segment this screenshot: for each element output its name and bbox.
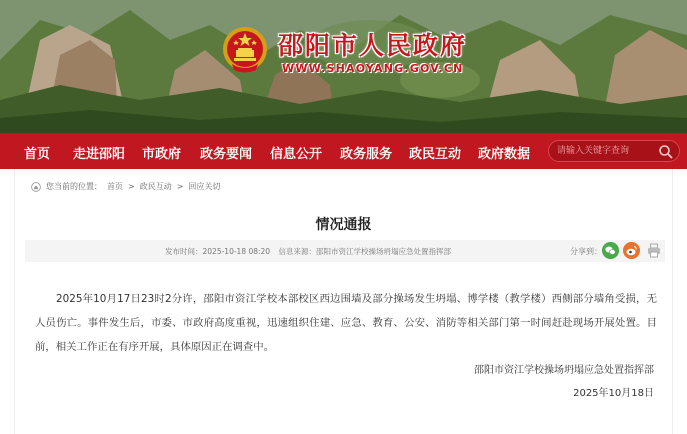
search-input[interactable] — [557, 143, 657, 159]
nav-item-government-services[interactable]: 政务服务 — [340, 147, 393, 162]
breadcrumb-item-responses[interactable]: 回应关切 — [188, 182, 221, 191]
wechat-icon[interactable] — [602, 242, 619, 259]
article-signature — [474, 359, 654, 405]
site-banner — [0, 0, 687, 133]
publish-time: 发布时间：2025-10-18 08:20 — [165, 247, 271, 256]
breadcrumb — [31, 181, 220, 192]
weibo-icon[interactable] — [623, 242, 640, 259]
print-icon[interactable] — [647, 243, 661, 258]
content-panel — [14, 169, 673, 434]
signature-date: 2025年10月18日 — [573, 388, 654, 399]
site-url[interactable]: WWW.SHAOYANG.GOV.CN — [282, 62, 464, 75]
nav-item-city-government[interactable]: 市政府 — [142, 147, 182, 162]
info-source: 信息来源：邵阳市资江学校操场坍塌应急处置指挥部 — [278, 247, 451, 256]
breadcrumb-item-public-interaction[interactable]: 政民互动 — [139, 182, 172, 191]
article-body: 2025年10月17日23时2分许，邵阳市资江学校本部校区西边围墙及部分操场发生坍塌、博学楼（教学楼）西侧部分墙角受损，无人员伤亡。事件发生后，市委、市政府高度重视，迅速组织住建、应急、教育、公安、消防等相关部门第一时间赶赴现场开展处置。目前，相关工作正在有序开展，具体原因正在调查中。 — [35, 293, 657, 353]
nav-item-government-news[interactable]: 政务要闻 — [200, 147, 253, 162]
page-title: 情况通报 — [315, 217, 372, 233]
national-emblem-icon — [222, 26, 268, 74]
main-nav — [0, 133, 687, 169]
breadcrumb-prefix: 您当前的位置： — [46, 182, 102, 191]
breadcrumb-separator: > — [176, 182, 184, 191]
nav-item-information-disclosure[interactable]: 信息公开 — [270, 147, 323, 162]
nav-item-about-shaoyang[interactable]: 走进邵阳 — [73, 147, 126, 162]
nav-item-home[interactable]: 首页 — [24, 147, 51, 162]
share-label: 分享到： — [570, 247, 602, 256]
nav-item-public-interaction[interactable]: 政民互动 — [409, 147, 462, 162]
search-box — [548, 140, 680, 162]
site-name[interactable]: 邵阳市人民政府 — [278, 31, 468, 60]
breadcrumb-item-home[interactable]: 首页 — [107, 182, 123, 191]
breadcrumb-separator: > — [128, 182, 135, 191]
home-icon — [31, 182, 41, 192]
search-icon[interactable] — [658, 144, 673, 159]
nav-item-government-data[interactable]: 政府数据 — [478, 147, 531, 162]
signature-org: 邵阳市资江学校操场坍塌应急处置指挥部 — [474, 365, 654, 376]
article-meta-bar — [25, 240, 665, 262]
